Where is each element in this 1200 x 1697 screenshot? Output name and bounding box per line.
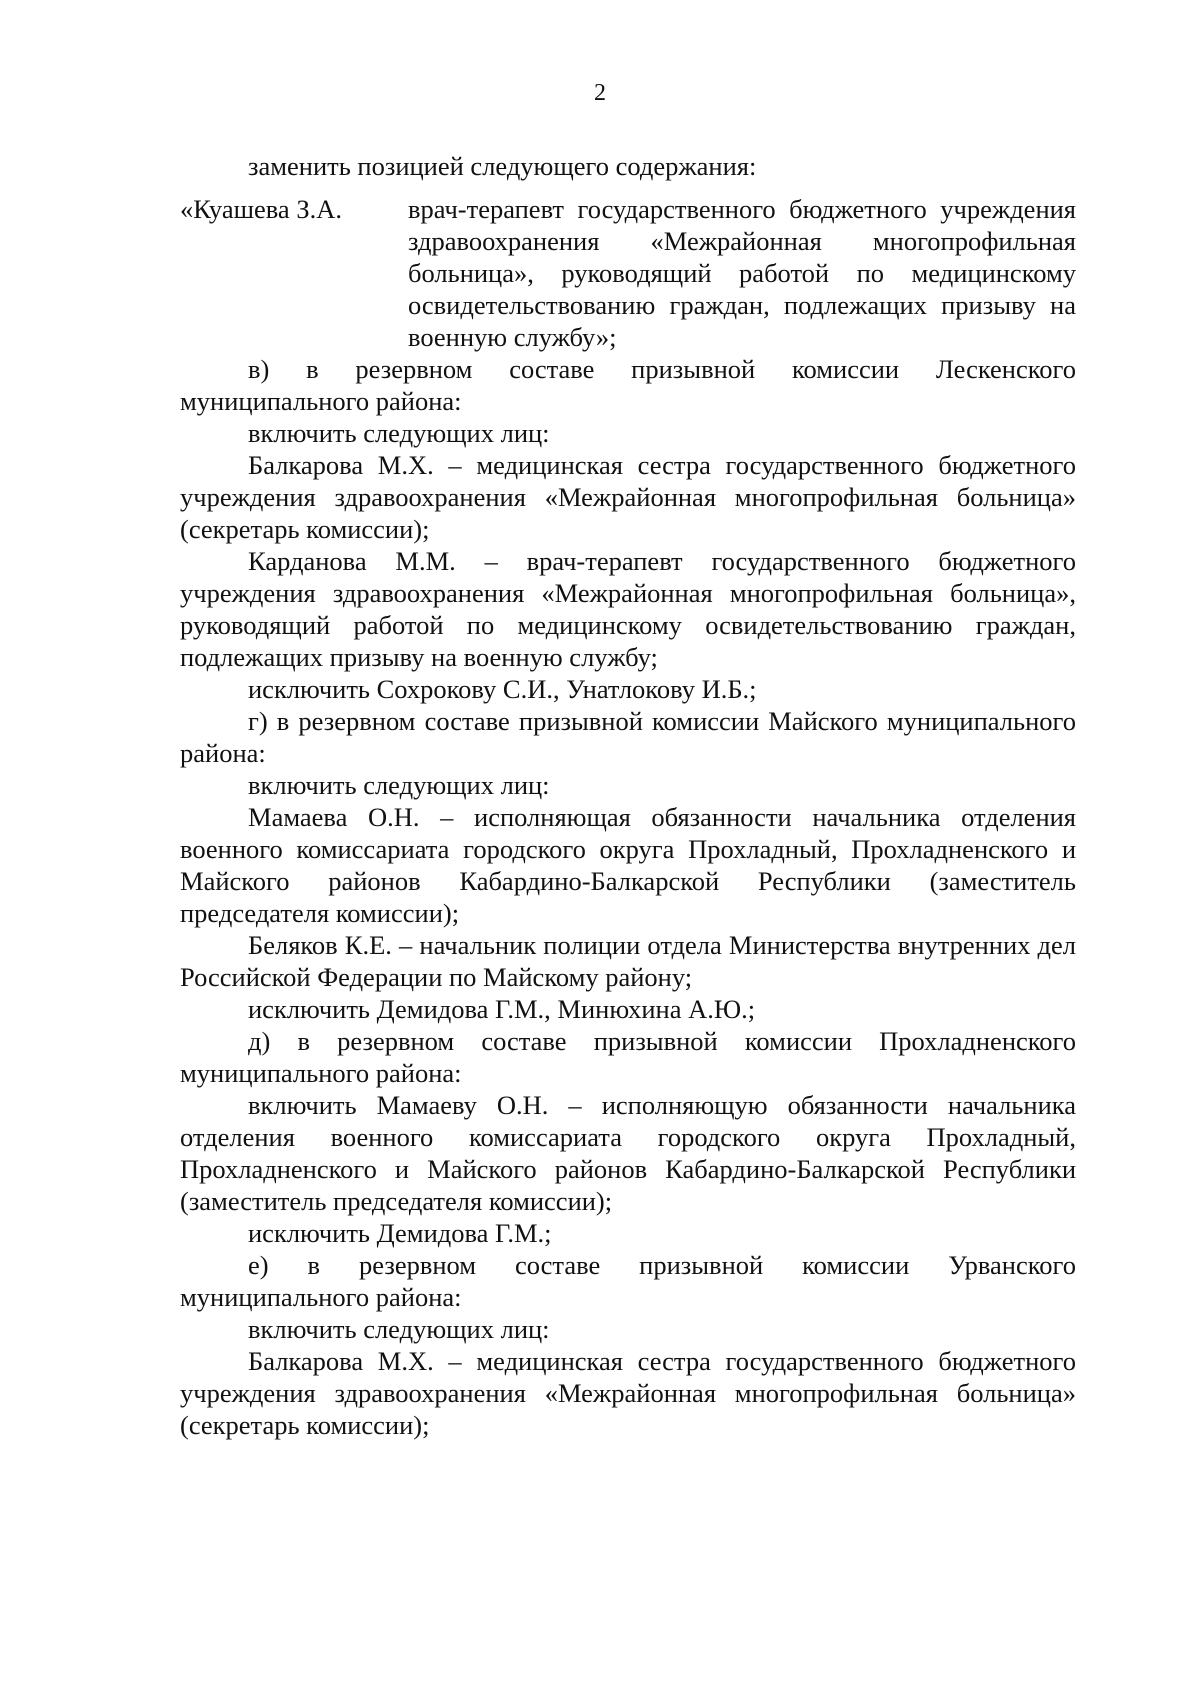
paragraph-g-maysky: г) в резервном составе призывной комиссии Майского муниципального района: xyxy=(180,706,1076,768)
paragraph-belyakov: Беляков К.Е. – начальник полиции отдела Министерства внутренних дел Российской Федерации по Майскому району; xyxy=(180,930,1076,992)
paragraph-d-prokhladnensky: д) в резервном составе призывной комиссии Прохладненского муниципального района: xyxy=(180,1026,1076,1088)
member-position: врач-терапевт государственного бюджетного учреждения здравоохранения «Межрайонная многопрофильная больница», руководящий работой по медицинскому освидетельствованию граждан, подлежащих призыву на военную службу»; xyxy=(408,194,1076,352)
paragraph-include-persons: включить следующих лиц: xyxy=(248,1314,550,1344)
intro-line: заменить позицией следующего содержания: xyxy=(248,151,757,181)
commission-member-entry xyxy=(180,193,1076,353)
paragraph-balkarova: Балкарова М.Х. – медицинская сестра государственного бюджетного учреждения здравоохранения «Межрайонная многопрофильная больница» (секретарь комиссии); xyxy=(180,1346,1076,1440)
paragraph-exclude-demidov: исключить Демидова Г.М.; xyxy=(248,1218,552,1248)
paragraph-e-urvansky: е) в резервном составе призывной комиссии Урванского муниципального района: xyxy=(180,1250,1076,1312)
paragraph-balkarova: Балкарова М.Х. – медицинская сестра государственного бюджетного учреждения здравоохранения «Межрайонная многопрофильная больница» (секретарь комиссии); xyxy=(180,450,1076,544)
page-number: 2 xyxy=(594,80,606,106)
paragraph-kardanova: Карданова М.М. – врач-терапевт государственного бюджетного учреждения здравоохранения «Межрайонная многопрофильная больница», руководящий работой по медицинскому освидетельствованию граждан, подлежащих призыву на военную службу; xyxy=(180,546,1076,672)
document-body xyxy=(180,150,1076,1441)
paragraph-include-mamaeva: включить Мамаеву О.Н. – исполняющую обязанности начальника отделения военного комиссариата городского округа Прохладный, Прохладненского и Майского районов Кабардино-Балкарской Республики (заместитель председателя комиссии); xyxy=(180,1090,1076,1216)
paragraph-include-persons: включить следующих лиц: xyxy=(248,418,550,448)
member-name: «Куашева З.А. xyxy=(180,194,342,224)
paragraph-exclude-demidov-minyukhin: исключить Демидова Г.М., Минюхина А.Ю.; xyxy=(248,994,756,1024)
paragraph-include-persons: включить следующих лиц: xyxy=(248,770,550,800)
paragraph-v-leskensky: в) в резервном составе призывной комиссии Лескенского муниципального района: xyxy=(180,354,1076,416)
paragraph-mamaeva: Мамаева О.Н. – исполняющая обязанности начальника отделения военного комиссариата городского округа Прохладный, Прохладненского и Майского районов Кабардино-Балкарской Республики (заместитель председателя комиссии); xyxy=(180,802,1076,928)
paragraph-exclude-sokhrokova: исключить Сохрокову С.И., Унатлокову И.Б.; xyxy=(248,674,757,704)
